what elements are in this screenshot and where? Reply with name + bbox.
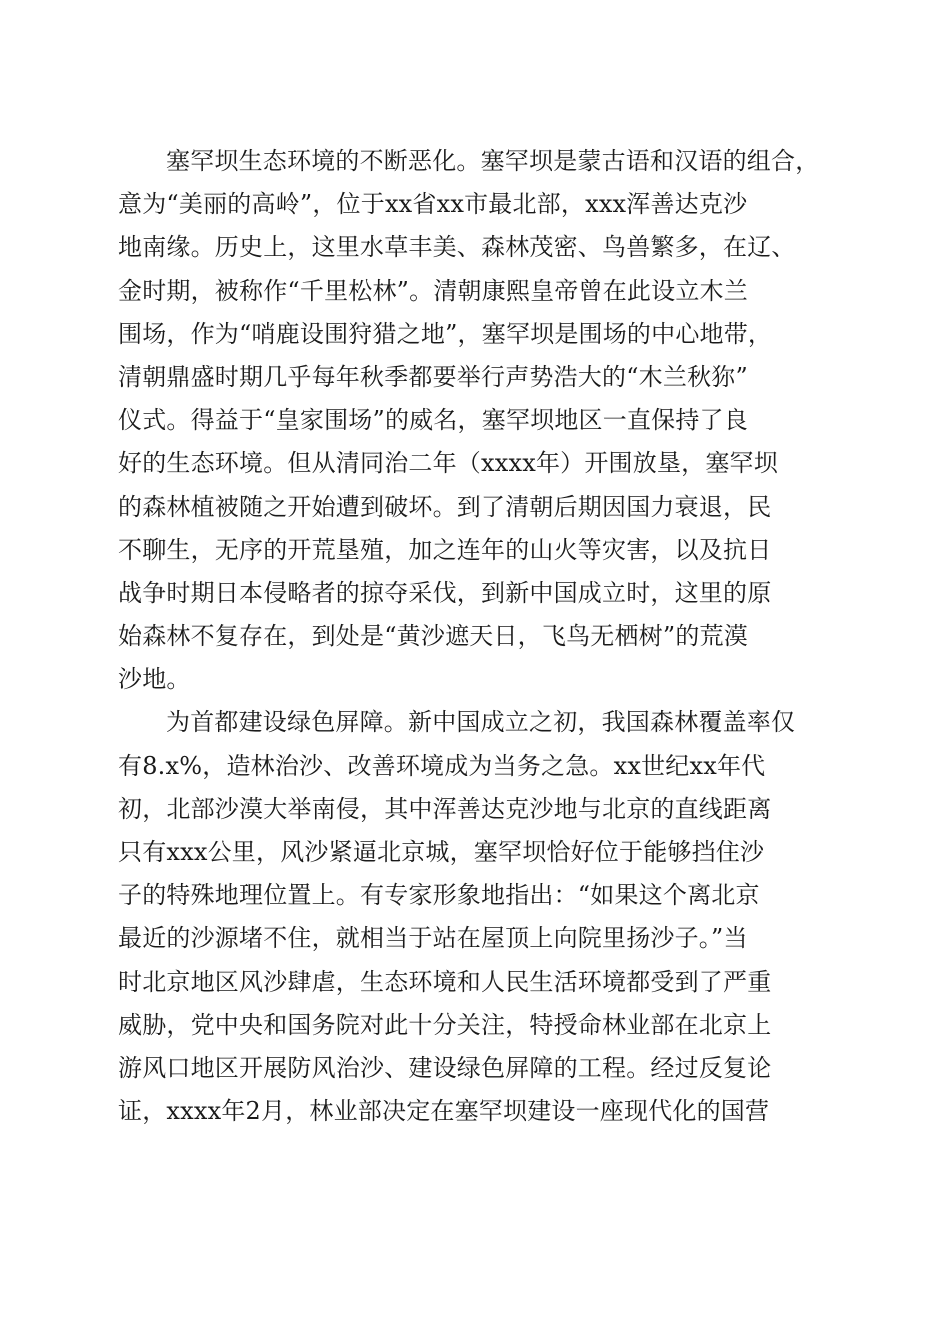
text-line: 威胁，党中央和国务院对此十分关注，特授命林业部在北京上	[118, 1010, 772, 1039]
paragraph-1	[118, 140, 838, 701]
text-line: 有8.x%，造林治沙、改善环境成为当务之急。xx世纪xx年代	[118, 751, 766, 780]
text-line: 金时期，被称作“千里松林”。清朝康熙皇帝曾在此设立木兰	[118, 276, 748, 305]
text-line: 最近的沙源堵不住，就相当于站在屋顶上向院里扬沙子。”当	[118, 924, 748, 953]
text-line: 为首都建设绿色屏障。新中国成立之初，我国森林覆盖率仅	[166, 708, 796, 737]
text-line: 始森林不复存在，到处是“黄沙遮天日，飞鸟无栖树”的荒漠	[118, 622, 748, 651]
text-line: 战争时期日本侵略者的掠夺采伐，到新中国成立时，这里的原	[118, 578, 772, 607]
text-line: 时北京地区风沙肆虐，生态环境和人民生活环境都受到了严重	[118, 967, 772, 996]
text-line: 子的特殊地理位置上。有专家形象地指出：“如果这个离北京	[118, 881, 760, 910]
text-line: 证，xxxx年2月，林业部决定在塞罕坝建设一座现代化的国营	[118, 1097, 770, 1126]
text-line: 沙地。	[118, 665, 191, 694]
text-line: 意为“美丽的高岭”，位于xx省xx市最北部，xxx浑善达克沙	[118, 190, 748, 219]
text-line: 只有xxx公里，风沙紧逼北京城，塞罕坝恰好位于能够挡住沙	[118, 838, 765, 866]
text-line: 围场，作为“哨鹿设围狩猎之地”，塞罕坝是围场的中心地带，	[118, 319, 773, 348]
text-line: 好的生态环境。但从清同治二年（xxxx年）开围放垦，塞罕坝	[118, 449, 778, 478]
text-line: 游风口地区开展防风治沙、建设绿色屏障的工程。经过反复论	[118, 1053, 772, 1082]
paragraph-2	[118, 701, 838, 1133]
text-line: 不聊生，无序的开荒垦殖，加之连年的山火等灾害，以及抗日	[118, 535, 772, 564]
text-line: 塞罕坝生态环境的不断恶化。塞罕坝是蒙古语和汉语的组合，	[166, 147, 820, 175]
text-line: 地南缘。历史上，这里水草丰美、森林茂密、鸟兽繁多，在辽、	[118, 233, 796, 262]
text-line: 仪式。得益于“皇家围场”的威名，塞罕坝地区一直保持了良	[118, 406, 748, 435]
body-text	[118, 140, 838, 1133]
text-line: 初，北部沙漠大举南侵，其中浑善达克沙地与北京的直线距离	[118, 794, 772, 823]
text-line: 的森林植被随之开始遭到破坏。到了清朝后期因国力衰退，民	[118, 492, 772, 521]
text-line: 清朝鼎盛时期几乎每年秋季都要举行声势浩大的“木兰秋狝”	[118, 362, 748, 391]
